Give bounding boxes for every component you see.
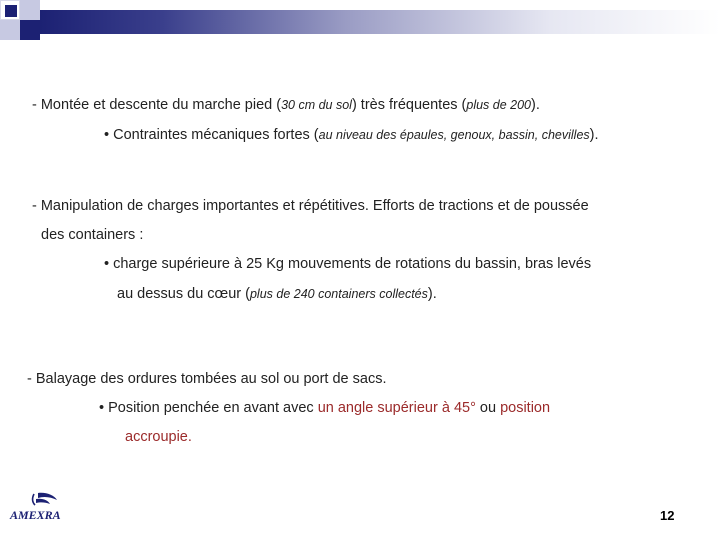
sub-bullet-2-note: plus de 240 containers collectés — [249, 287, 428, 301]
bullet-1-text: ) très fréquentes ( — [351, 97, 467, 113]
sub-bullet-3-text: ou — [475, 400, 501, 416]
bullet-1 — [32, 96, 540, 114]
logo-mark-icon — [8, 490, 68, 526]
sub-bullet-3-text: • Position penchée en avant avec — [99, 400, 318, 416]
sub-bullet-1-note: au niveau des épaules, genoux, bassin, chevilles — [318, 128, 590, 142]
bullet-2-line-2: des containers : — [41, 227, 144, 243]
amexra-logo — [8, 490, 68, 526]
bullet-1-note: 30 cm du sol — [281, 98, 352, 112]
sub-bullet-1 — [104, 126, 599, 144]
bullet-1-note: plus de 200 — [466, 98, 532, 112]
sub-bullet-2-line-2 — [117, 285, 437, 303]
sub-bullet-3-line-1 — [99, 399, 550, 417]
bullet-2-line-1: - Manipulation de charges importantes et répétitives. Efforts de tractions et de poussée — [32, 198, 589, 214]
sub-bullet-1-text: ). — [589, 127, 599, 143]
decor-square — [20, 0, 40, 20]
decor-square — [0, 20, 20, 40]
bullet-3-line-1: - Balayage des ordures tombées au sol ou port de sacs. — [27, 371, 387, 387]
decor-square — [20, 20, 40, 40]
header-gradient-band — [40, 10, 720, 34]
page-number: 12 — [660, 508, 675, 523]
decor-square — [5, 5, 17, 17]
sub-bullet-1-text: • Contraintes mécaniques fortes ( — [104, 127, 319, 143]
sub-bullet-2-text: ). — [427, 286, 437, 302]
sub-bullet-3-line-2: accroupie. — [125, 429, 192, 445]
sub-bullet-2-text: au dessus du cœur ( — [117, 286, 250, 302]
bullet-1-text: - Montée et descente du marche pied ( — [32, 97, 282, 113]
sub-bullet-3-highlight: position — [500, 400, 551, 416]
sub-bullet-3-highlight: un angle supérieur à 45° — [317, 400, 476, 416]
logo-wordmark: AMEXRA — [10, 508, 61, 522]
bullet-1-text: ). — [531, 97, 540, 113]
sub-bullet-2-line-1: • charge supérieure à 25 Kg mouvements de rotations du bassin, bras levés — [104, 256, 592, 272]
